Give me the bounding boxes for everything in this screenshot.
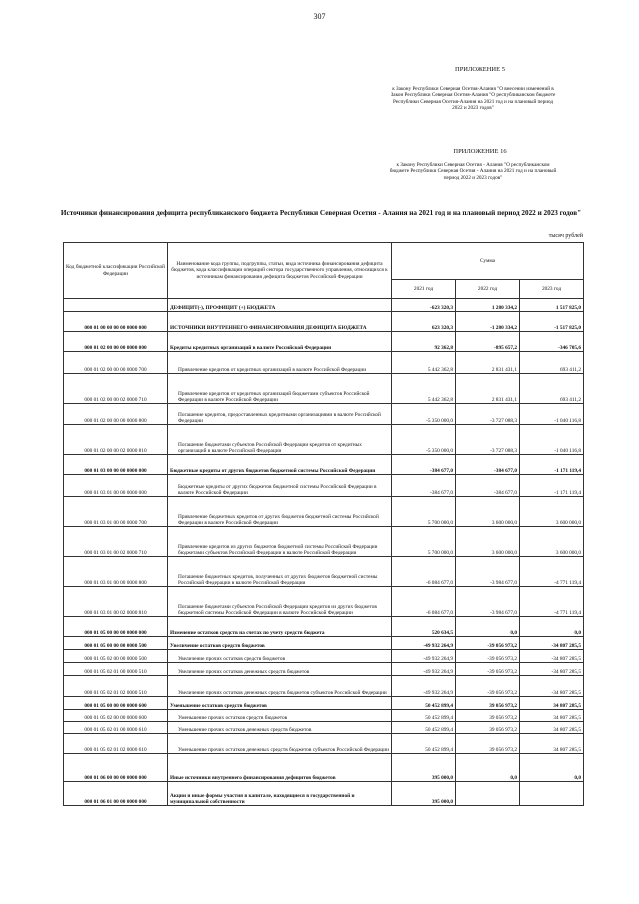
row-code: 000 01 05 00 00 00 0000 000 (64, 617, 168, 637)
table-row (64, 425, 584, 455)
row-value: -384 677,0 (456, 475, 520, 497)
row-value: -384 677,0 (392, 475, 456, 497)
row-value: -3 727 088,3 (456, 404, 520, 425)
row-value: 50 452 899,4 (392, 710, 456, 722)
row-value: 50 452 899,4 (392, 697, 456, 710)
row-name: ДЕФИЦИТ(-), ПРОФИЦИТ (+) БЮДЖЕТА (168, 299, 392, 312)
row-value: -4 771 119,4 (520, 557, 584, 587)
row-value: 395 000,0 (392, 754, 456, 782)
row-code: 000 01 05 02 01 02 0000 510 (64, 676, 168, 697)
header-year-2021: 2021 год (392, 280, 456, 299)
row-value: 3 600 000,0 (520, 527, 584, 557)
table-row (64, 663, 584, 676)
row-value: 5 700 000,0 (392, 527, 456, 557)
row-code: 000 01 03 01 00 00 0000 800 (64, 557, 168, 587)
row-value: 693 411,2 (520, 374, 584, 404)
row-code: 000 01 06 00 00 00 0000 000 (64, 754, 168, 782)
row-value: -1 171 119,4 (520, 475, 584, 497)
row-name: Уменьшение прочих остатков средств бюджетов (168, 710, 392, 722)
header-sum: Сумма (392, 243, 584, 280)
table-row (64, 637, 584, 650)
row-code: 000 01 02 00 00 00 0000 000 (64, 332, 168, 352)
row-value: -34 807 285,5 (520, 637, 584, 650)
table-row (64, 332, 584, 352)
row-value: 39 056 973,2 (456, 722, 520, 734)
table-row (64, 676, 584, 697)
table-row (64, 587, 584, 617)
row-name: Уменьшение прочих остатков денежных средств бюджетов субъектов Российской Федерации (168, 734, 392, 754)
row-code: 000 01 03 01 00 00 0000 700 (64, 497, 168, 527)
row-value: -34 807 285,5 (520, 650, 584, 663)
row-value: 2 831 431,1 (456, 352, 520, 374)
table-row (64, 527, 584, 557)
row-name: Привлечение кредитов из других бюджетов бюджетной системы Российской Федерации бюджетами субъектов Российской Федерации в валюте Российской Федерации (168, 527, 392, 557)
table-row (64, 557, 584, 587)
row-value: 34 807 285,5 (520, 734, 584, 754)
row-name: Увеличение прочих остатков денежных средств бюджетов (168, 663, 392, 676)
row-value: 520 634,5 (392, 617, 456, 637)
row-name: Уменьшение прочих остатков денежных средств бюджетов (168, 722, 392, 734)
table-row (64, 617, 584, 637)
row-value (520, 782, 584, 806)
row-value: 1 280 334,2 (456, 299, 520, 312)
row-value: 0,0 (520, 617, 584, 637)
row-name: ИСТОЧНИКИ ВНУТРЕННЕГО ФИНАНСИРОВАНИЯ ДЕФИЦИТА БЮДЖЕТА (168, 312, 392, 332)
appendix-title: ПРИЛОЖЕНИЕ 5 (455, 66, 505, 73)
appendix-note-2: к Закону Республики Северная Осетия - Алания "О республиканском бюджете Республики Северная Осетия - Алания на 2021 год и на плановый период 2022 и 2023 годов" (389, 162, 557, 181)
row-value: -49 932 264,9 (392, 637, 456, 650)
row-code: 000 01 02 00 00 02 0000 710 (64, 374, 168, 404)
row-value: -346 705,6 (520, 332, 584, 352)
row-value: -39 056 973,2 (456, 637, 520, 650)
units-label: тысяч рублей (548, 233, 583, 239)
row-name: Погашение бюджетами субъектов Российской Федерации кредитов из других бюджетов бюджетной системы Российской Федерации в валюте Российской Федерации (168, 587, 392, 617)
row-code: 000 01 05 02 00 00 0000 500 (64, 650, 168, 663)
row-value: -39 056 973,2 (456, 676, 520, 697)
row-code: 000 01 05 00 00 00 0000 500 (64, 637, 168, 650)
row-name: Погашение бюджетных кредитов, полученных от других бюджетов бюджетной системы Российской Федерации в валюте Российской Федерации (168, 557, 392, 587)
row-code: 000 01 00 00 00 00 0000 000 (64, 312, 168, 332)
row-value: -4 771 119,4 (520, 587, 584, 617)
table-row (64, 352, 584, 374)
row-value: 39 056 973,2 (456, 710, 520, 722)
row-value: 39 056 973,2 (456, 697, 520, 710)
row-name: Бюджетные кредиты от других бюджетов бюджетной системы Российской Федерации (168, 455, 392, 475)
row-name: Увеличение прочих остатков денежных средств бюджетов субъектов Российской Федерации (168, 676, 392, 697)
row-code: 000 01 03 01 00 02 0000 810 (64, 587, 168, 617)
row-code: 000 01 03 00 00 00 0000 000 (64, 455, 168, 475)
row-name: Бюджетные кредиты от других бюджетов бюджетной системы Российской Федерации в валюте Российской Федерации (168, 475, 392, 497)
row-name: Увеличение остатков средств бюджетов (168, 637, 392, 650)
row-value: -6 084 677,0 (392, 587, 456, 617)
row-name: Привлечение кредитов от кредитных организаций в валюте Российской Федерации (168, 352, 392, 374)
row-code: 000 01 02 00 00 02 0000 810 (64, 425, 168, 455)
row-value: 5 700 000,0 (392, 497, 456, 527)
row-name: Акции и иные формы участия в капитале, находящиеся в государственной и муниципальной собственности (168, 782, 392, 806)
row-code: 000 01 05 02 01 02 0000 610 (64, 734, 168, 754)
row-code: 000 01 06 01 00 00 0000 000 (64, 782, 168, 806)
row-value: 0,0 (520, 754, 584, 782)
table-row (64, 299, 584, 312)
row-value: 50 452 899,4 (392, 722, 456, 734)
table-row (64, 782, 584, 806)
row-value: 92 362,8 (392, 332, 456, 352)
row-value: 34 807 285,5 (520, 697, 584, 710)
table-row (64, 312, 584, 332)
table-row (64, 455, 584, 475)
row-value: 0,0 (456, 754, 520, 782)
row-name: Кредиты кредитных организаций в валюте Российской Федерации (168, 332, 392, 352)
row-value: 3 600 000,0 (520, 497, 584, 527)
row-value: -5 350 000,0 (392, 425, 456, 455)
row-value: 5 442 362,8 (392, 374, 456, 404)
row-value: 1 517 825,0 (520, 299, 584, 312)
table-row (64, 710, 584, 722)
row-code: 000 01 02 00 00 00 0000 700 (64, 352, 168, 374)
row-value: -49 932 264,9 (392, 650, 456, 663)
row-value: -34 807 285,5 (520, 663, 584, 676)
row-value: -3 727 088,3 (456, 425, 520, 455)
header-code: Код бюджетной классификации Российской Федерации (64, 243, 168, 299)
row-code: 000 01 03 01 00 00 0000 000 (64, 475, 168, 497)
table-row (64, 497, 584, 527)
row-code: 000 01 05 02 01 00 0000 610 (64, 722, 168, 734)
appendix-note: к Закону Республики Северная Осетия-Алания "О внесении изменений в Закон Республики Северная Осетия-Алания "О республиканском бюджете Республики Северная Осетия-Алания на 2021 год и на плановый период 2022 и 2023 годов" (390, 86, 556, 112)
row-value: 5 442 362,8 (392, 352, 456, 374)
row-value: 34 807 285,5 (520, 722, 584, 734)
row-value: 3 600 000,0 (456, 497, 520, 527)
row-value: -6 084 677,0 (392, 557, 456, 587)
row-value: -34 807 285,5 (520, 676, 584, 697)
header-name: Наименование кода группы, подгруппы, статьи, вида источника финансирования дефицита бюджетов, кода классификации операций сектора государственного управления, относящихся к источникам финансирования дефицита бюджетов Российской Федерации (168, 243, 392, 299)
row-name: Уменьшение остатков средств бюджетов (168, 697, 392, 710)
row-value: -1 040 116,8 (520, 404, 584, 425)
row-value: -1 040 116,8 (520, 425, 584, 455)
header-year-2023: 2023 год (520, 280, 584, 299)
row-value (456, 782, 520, 806)
row-value: 395 000,0 (392, 782, 456, 806)
row-value: -1 517 825,0 (520, 312, 584, 332)
row-value: 3 600 000,0 (456, 527, 520, 557)
row-value: -623 320,3 (392, 299, 456, 312)
row-code: 000 01 05 02 01 00 0000 510 (64, 663, 168, 676)
row-value: 623 320,3 (392, 312, 456, 332)
row-name: Изменение остатков средств на счетах по учету средств бюджета (168, 617, 392, 637)
row-name: Увеличение прочих остатков средств бюджетов (168, 650, 392, 663)
row-value: -39 056 973,2 (456, 663, 520, 676)
row-value: 693 411,2 (520, 352, 584, 374)
row-code: 000 01 05 00 00 00 0000 600 (64, 697, 168, 710)
row-value: -39 056 973,2 (456, 650, 520, 663)
table-row (64, 722, 584, 734)
row-value: -1 280 334,2 (456, 312, 520, 332)
table-row (64, 650, 584, 663)
row-value: -49 932 264,9 (392, 676, 456, 697)
row-name: Погашение кредитов, предоставленных кредитными организациями в валюте Российской Федерации (168, 404, 392, 425)
row-value: 0,0 (456, 617, 520, 637)
row-value: 2 831 431,1 (456, 374, 520, 404)
row-value: -384 677,0 (456, 455, 520, 475)
row-value: -384 677,0 (392, 455, 456, 475)
row-value: 50 452 899,4 (392, 734, 456, 754)
table-row (64, 734, 584, 754)
table-row (64, 697, 584, 710)
header-year-2022: 2022 год (456, 280, 520, 299)
row-value: -3 984 677,0 (456, 587, 520, 617)
appendix-title-2: ПРИЛОЖЕНИЕ 16 (453, 148, 507, 155)
row-value: -1 171 119,4 (520, 455, 584, 475)
table-row (64, 754, 584, 782)
row-value: 34 807 285,5 (520, 710, 584, 722)
row-name: Погашение бюджетами субъектов Российской Федерации кредитов от кредитных организаций в валюте Российской Федерации (168, 425, 392, 455)
table-row (64, 475, 584, 497)
page-number: 307 (313, 12, 326, 21)
financing-sources-table (63, 242, 584, 806)
row-value: -5 350 000,0 (392, 404, 456, 425)
row-value: -895 657,2 (456, 332, 520, 352)
row-code (64, 299, 168, 312)
document-title: Источники финансирования дефицита республиканского бюджета Республики Северная Осетия - Алания на 2021 год и на плановый период 2022 и 2023 годов" (60, 209, 582, 217)
table-row (64, 374, 584, 404)
row-name: Привлечение бюджетных кредитов от других бюджетов бюджетной системы Российской Федерации в валюте Российской Федерации (168, 497, 392, 527)
row-name: Привлечение кредитов от кредитных организаций бюджетами субъектов Российской Федерации в валюте Российской Федерации (168, 374, 392, 404)
row-value: 39 056 973,2 (456, 734, 520, 754)
row-code: 000 01 02 00 00 00 0000 800 (64, 404, 168, 425)
row-value: -49 932 264,9 (392, 663, 456, 676)
row-code: 000 01 05 02 00 00 0000 600 (64, 710, 168, 722)
row-value: -3 984 677,0 (456, 557, 520, 587)
table-row (64, 404, 584, 425)
row-name: Иные источники внутреннего финансирования дефицитов бюджетов (168, 754, 392, 782)
row-code: 000 01 03 01 00 02 0000 710 (64, 527, 168, 557)
